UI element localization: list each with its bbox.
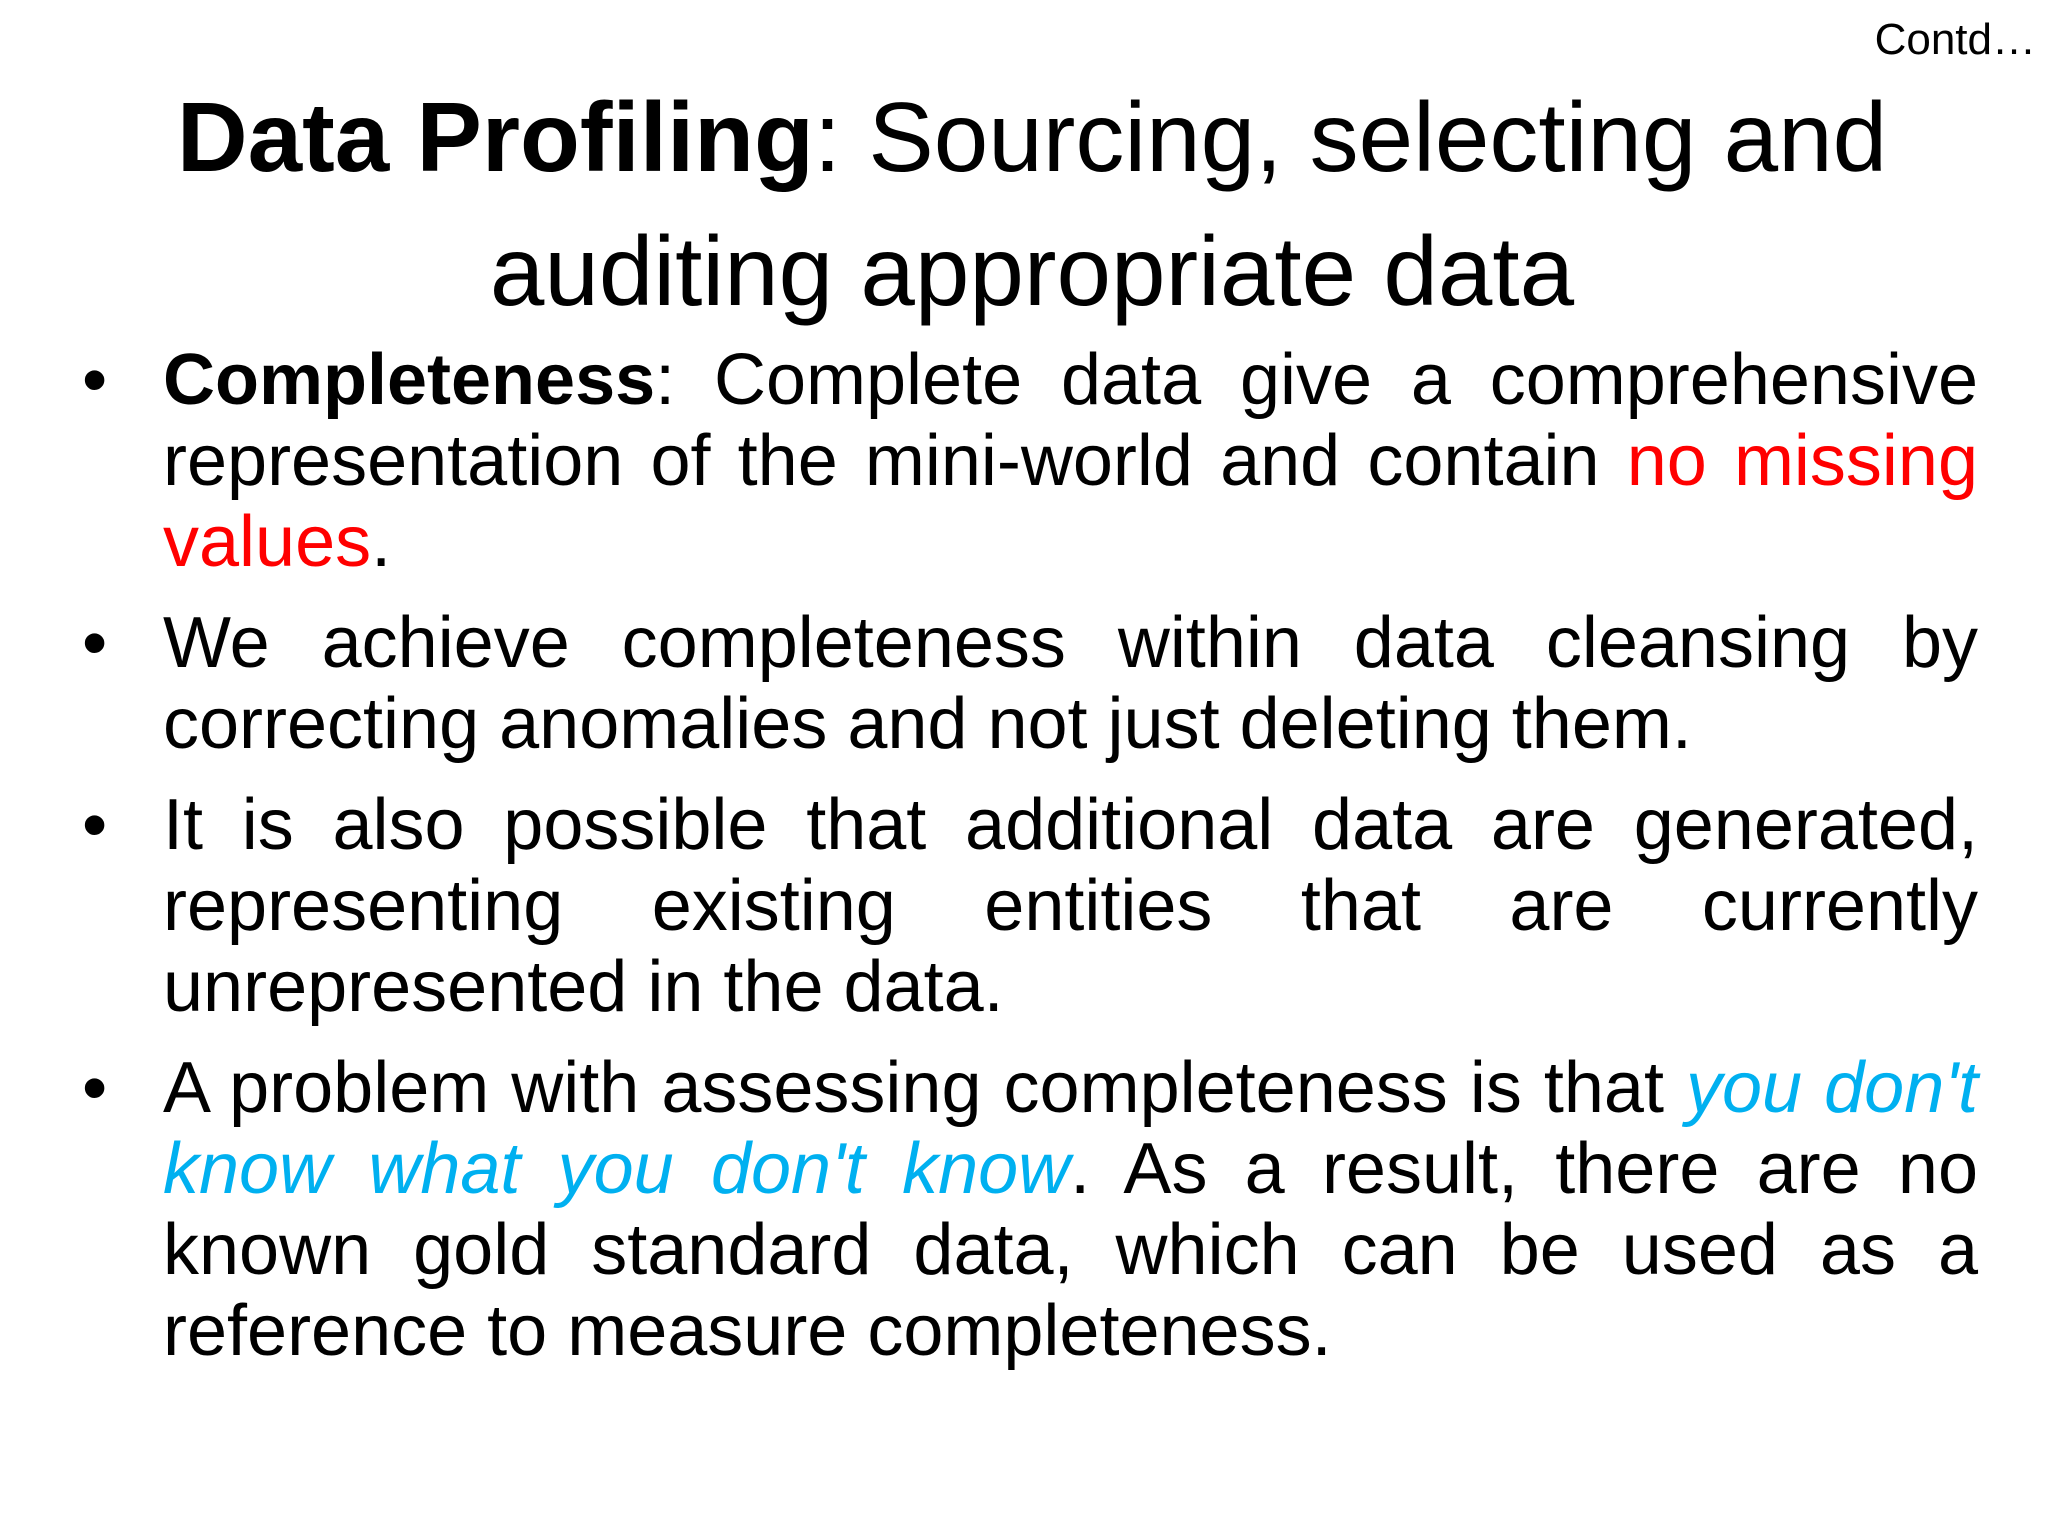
title-rest: : Sourcing, selecting and auditing appropriate data	[489, 82, 1888, 326]
bullet-highlight-red: no missing values	[163, 421, 1978, 582]
bullet-dot-icon: •	[82, 340, 108, 420]
bullet-list	[0, 340, 2048, 1392]
title-bold-part: Data Profiling	[176, 82, 814, 192]
bullet-text: A problem with assessing completeness is that	[163, 1048, 1686, 1128]
bullet-text: : Complete data give a comprehensive representation of the mini-world and contain	[163, 340, 1978, 501]
bullet-text-end: .	[371, 502, 392, 582]
bullet-text: It is also possible that additional data are generated, representing existing entities that are currently unrepresented in the data.	[163, 785, 1978, 1027]
bullet-dot-icon: •	[82, 785, 108, 865]
bullet-dot-icon: •	[82, 1048, 108, 1128]
bullet-dot-icon: •	[82, 603, 108, 683]
slide-title	[120, 70, 1944, 338]
bullet-item-cleansing	[0, 603, 1978, 765]
bullet-item-additional-data	[0, 785, 1978, 1028]
bullet-highlight-blue: you don't know what you don't know	[163, 1048, 1979, 1209]
bullet-text-end: . As a result, there are no known gold standard data, which can be used as a reference to measure completeness.	[163, 1129, 1978, 1371]
bullet-item-completeness	[0, 340, 1978, 583]
bullet-text: We achieve completeness within data cleansing by correcting anomalies and not just deleting them.	[163, 603, 1978, 764]
contd-label: Contd…	[1874, 15, 2036, 64]
bullet-term: Completeness	[163, 340, 656, 420]
bullet-item-assessing-problem	[0, 1048, 1978, 1372]
